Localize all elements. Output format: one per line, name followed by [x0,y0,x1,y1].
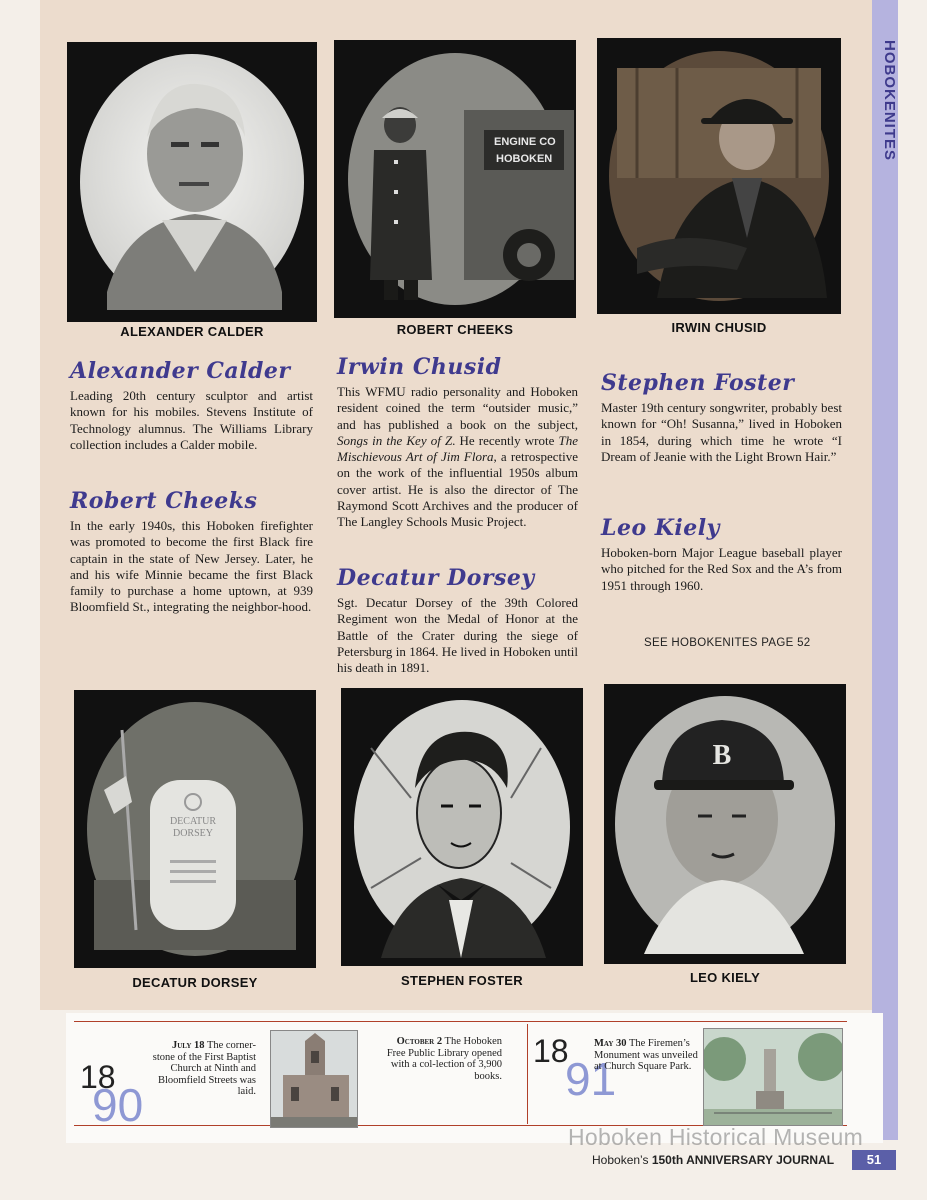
bio-name-irwin-chusid: Irwin Chusid [337,354,502,380]
bio-name-robert-cheeks: Robert Cheeks [70,488,258,514]
bio-text-part: , a retrospective on the work of the influential 1950s album cover artist. He is also the director of The Raymond Scott Archives and the producer of The Langley Schools Music Project. [337,449,578,530]
event-text: The corner-stone of the First Baptist Church at Ninth and Bloomfield Streets was laid. [152,1040,256,1097]
photo-leo-kiely [604,684,846,964]
bio-text-part: . He recently wrote [452,432,559,448]
year-1891-top: 18 [533,1033,569,1069]
journal-title [592,1153,834,1167]
headstone-name: DORSEY [172,828,214,839]
page-number: 51 [852,1150,896,1170]
journal-title-main: 150th ANNIVERSARY JOURNAL [651,1153,835,1167]
year-1890-top: 18 [80,1059,116,1095]
bio-text-leo-kiely: Hoboken-born Major League baseball player who pitched for the Red Sox and the A’s from 1951 through 1960. [601,545,842,593]
event-date: October 2 [396,1036,443,1047]
photo-caption: LEO KIELY [689,970,761,985]
timeline-event-1891-may [594,1038,700,1073]
bio-text-robert-cheeks: In the early 1940s, this Hoboken firefighter was promoted to become the first Black fire captain in the state of New Jersey. Later, he and his wife Minnie became the first Black family to purchase a home uptown, at 939 Bloomfield St., integrating the neighbor-hood. [70,518,313,615]
event-date: July 18 [171,1040,205,1051]
timeline-event-1890-july [150,1040,256,1098]
section-tab-label: HOBOKENITES [881,40,898,162]
photo-decatur-dorsey [74,690,316,968]
book-title: The Mischievous Art of Jim Flora [337,432,578,465]
book-title: Songs in the Key of Z [337,432,453,448]
photo-caption: ROBERT CHEEKS [396,322,514,337]
photo-caption: DECATUR DORSEY [132,975,258,990]
timeline-event-1890-october [380,1036,502,1082]
photo-firemens-monument [703,1028,843,1126]
photo-stephen-foster [341,688,583,966]
museum-watermark: Hoboken Historical Museum [568,1124,864,1150]
bio-name-alexander-calder: Alexander Calder [70,358,291,384]
bio-name-leo-kiely: Leo Kiely [601,515,720,541]
event-date: May 30 [594,1038,627,1049]
photo-caption: STEPHEN FOSTER [401,973,523,988]
photo-caption: IRWIN CHUSID [671,320,767,335]
bio-text-alexander-calder: Leading 20th century sculptor and artist known for his mobiles. Stevens Institute of Technology alumnus. The Williams Library collection includes a Calder mobile. [70,388,313,452]
cap-letter: B [712,740,732,771]
bio-text-stephen-foster: Master 19th century songwriter, probably best known for “Oh! Susanna,” lived in Hoboken in 1854, during which time he wrote “I Dream of Jeanie with the Light Brown Hair.” [601,400,842,464]
journal-title-prefix: Hoboken’s [592,1153,652,1167]
photo-alexander-calder [67,42,317,322]
bio-text-irwin-chusid [337,384,578,531]
bio-text-part: This WFMU radio personality and Hoboken resident coined the term “outsider music,” and has published a book on the subject, [337,384,578,432]
photo-robert-cheeks [334,40,576,318]
year-1890-bottom: 90 [92,1079,144,1131]
bio-name-decatur-dorsey: Decatur Dorsey [337,565,535,591]
timeline-divider [527,1024,528,1124]
headstone-name: DECATUR [169,816,217,827]
event-text: The Hoboken Free Public Library opened with a col-lection of 3,900 books. [386,1036,502,1082]
hoboken-text: HOBOKEN [496,153,553,165]
bio-name-stephen-foster: Stephen Foster [601,370,795,396]
engine-text: ENGINE CO [494,136,556,148]
timeline-rule [74,1021,847,1022]
photo-first-baptist-church [270,1030,358,1128]
photo-caption: ALEXANDER CALDER [120,324,264,339]
see-also-reference: SEE HOBOKENITES PAGE 52 [644,637,811,649]
event-text: The Firemen’s Monument was unveiled at Church Square Park. [594,1038,698,1072]
photo-irwin-chusid [597,38,841,314]
year-1891-bottom: 91 [565,1053,617,1105]
bio-text-decatur-dorsey: Sgt. Decatur Dorsey of the 39th Colored Regiment won the Medal of Honor at the Battle of the Crater during the siege of Petersburg in 1864. He lived in Hoboken until his death in 1891. [337,595,578,676]
